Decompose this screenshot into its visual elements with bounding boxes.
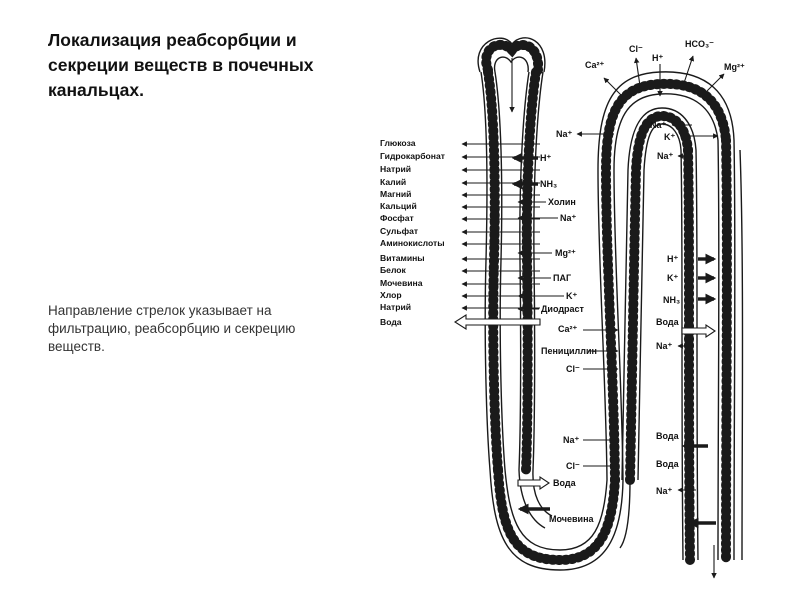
label-glucose: Глюкоза: [380, 138, 416, 148]
ion-na: Na⁺: [560, 213, 577, 223]
ion-na-d1: Na⁺: [650, 120, 667, 130]
label-potassium: Калий: [380, 177, 407, 187]
ion-cl: Cl⁻: [566, 364, 580, 374]
label-urea-lower: Мочевина: [549, 514, 594, 524]
label-water-d1: Вода: [656, 317, 679, 327]
label-amino-acids: Аминокислоты: [380, 238, 445, 248]
label-phosphate: Фосфат: [380, 213, 414, 223]
ion-ca: Ca²⁺: [558, 324, 578, 334]
label-sodium: Натрий: [380, 164, 412, 174]
label-diodrast: Диодраст: [541, 304, 584, 314]
slide-subtitle: Направление стрелок указывает на фильтрацию, реабсорбцию и секрецию веществ.: [48, 303, 296, 354]
label-sulfate: Сульфат: [380, 226, 419, 236]
ion-h-top: H⁺: [652, 53, 664, 63]
label-vitamins: Витамины: [380, 253, 425, 263]
ion-na-d3: Na⁺: [656, 341, 673, 351]
ion-na-lower: Na⁺: [563, 435, 580, 445]
ion-k-d2: K⁺: [667, 273, 679, 283]
label-bicarbonate: Гидрокарбонат: [380, 151, 445, 161]
ion-na-d2: Na⁺: [657, 151, 674, 161]
label-choline: Холин: [548, 197, 576, 207]
label-water-lower: Вода: [553, 478, 576, 488]
proximal-secretion-labels: [540, 153, 597, 524]
ion-nh3-d: NH₃: [663, 295, 681, 305]
ion-na-ascending: Na⁺: [556, 129, 573, 139]
ion-ca-top: Ca²⁺: [585, 60, 605, 70]
slide-title: Локализация реабсорбции и секреции веществ в почечных канальцах.: [48, 30, 314, 100]
label-protein: Белок: [380, 265, 406, 275]
label-urea: Мочевина: [380, 278, 423, 288]
proximal-reabsorption-list: [380, 138, 445, 327]
ion-hco3-top: HCO₃⁻: [685, 39, 714, 49]
ion-mg: Mg²⁺: [555, 248, 576, 258]
ion-h: H⁺: [540, 153, 552, 163]
label-water-d2: Вода: [656, 431, 679, 441]
ion-na-d4: Na⁺: [656, 486, 673, 496]
ion-cl-lower: Cl⁻: [566, 461, 580, 471]
label-pag: ПАГ: [553, 273, 572, 283]
ion-nh3: NH₃: [540, 179, 558, 189]
label-water: Вода: [380, 317, 402, 327]
ion-k-d1: K⁺: [664, 132, 676, 142]
ion-cl-top: Cl⁻: [629, 44, 643, 54]
label-calcium: Кальций: [380, 201, 417, 211]
ion-k: K⁺: [566, 291, 578, 301]
label-chloride: Хлор: [380, 290, 402, 300]
label-sodium-2: Натрий: [380, 302, 412, 312]
ion-h-d: H⁺: [667, 254, 679, 264]
label-magnesium: Магний: [380, 189, 412, 199]
ion-mg-top: Mg²⁺: [724, 62, 745, 72]
label-water-d3: Вода: [656, 459, 679, 469]
label-penicillin: Пенициллин: [541, 346, 597, 356]
